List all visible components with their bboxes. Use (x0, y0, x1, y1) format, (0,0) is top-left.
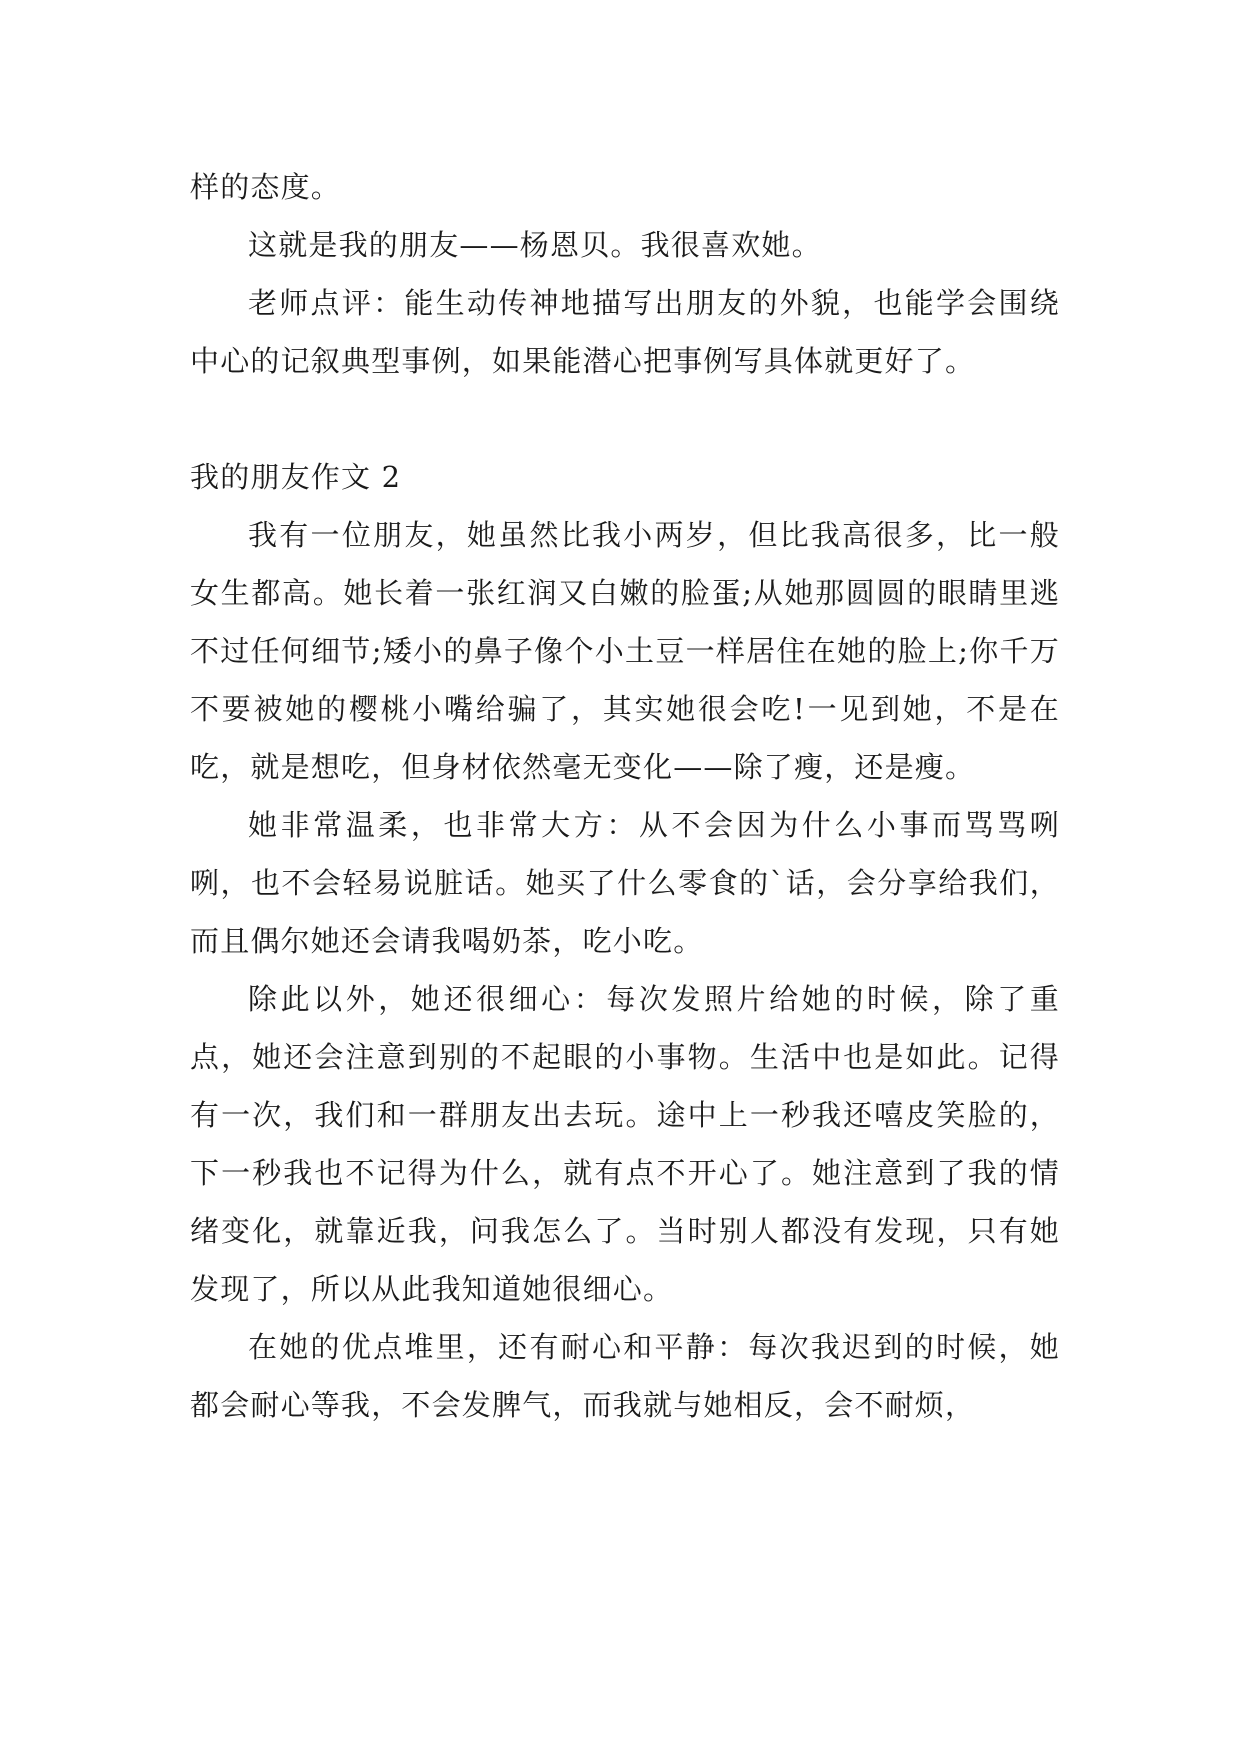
paragraph-careful: 除此以外，她还很细心：每次发照片给她的时候，除了重点，她还会注意到别的不起眼的小事物。生活中也是如此。记得有一次，我们和一群朋友出去玩。途中上一秒我还嘻皮笑脸的，下一秒我也不记得为什么，就有点不开心了。她注意到了我的情绪变化，就靠近我，问我怎么了。当时别人都没有发现，只有她发现了，所以从此我知道她很细心。 (190, 982, 1060, 1306)
section-title: 我的朋友作文 2 (190, 460, 402, 494)
paragraph-appearance: 我有一位朋友，她虽然比我小两岁，但比我高很多，比一般女生都高。她长着一张红润又白嫩的脸蛋;从她那圆圆的眼睛里逃不过任何细节;矮小的鼻子像个小土豆一样居住在她的脸上;你千万不要被她的樱桃小嘴给骗了，其实她很会吃!一见到她，不是在吃，就是想吃，但身材依然毫无变化——除了瘦，还是瘦。 (190, 518, 1060, 784)
paragraph-patience: 在她的优点堆里，还有耐心和平静：每次我迟到的时候，她都会耐心等我，不会发脾气，而我就与她相反，会不耐烦， (190, 1330, 1060, 1422)
continuation-paragraph: 样的态度。 (190, 170, 342, 204)
paragraph-teacher-comment: 老师点评：能生动传神地描写出朋友的外貌，也能学会围绕中心的记叙典型事例，如果能潜心把事例写具体就更好了。 (190, 286, 1060, 378)
document-body (190, 158, 1060, 1434)
paragraph-gentle: 她非常温柔，也非常大方：从不会因为什么小事而骂骂咧咧，也不会轻易说脏话。她买了什么零食的`话，会分享给我们，而且偶尔她还会请我喝奶茶，吃小吃。 (190, 808, 1060, 958)
paragraph-conclusion: 这就是我的朋友——杨恩贝。我很喜欢她。 (248, 228, 822, 262)
section-spacer (190, 390, 1060, 448)
